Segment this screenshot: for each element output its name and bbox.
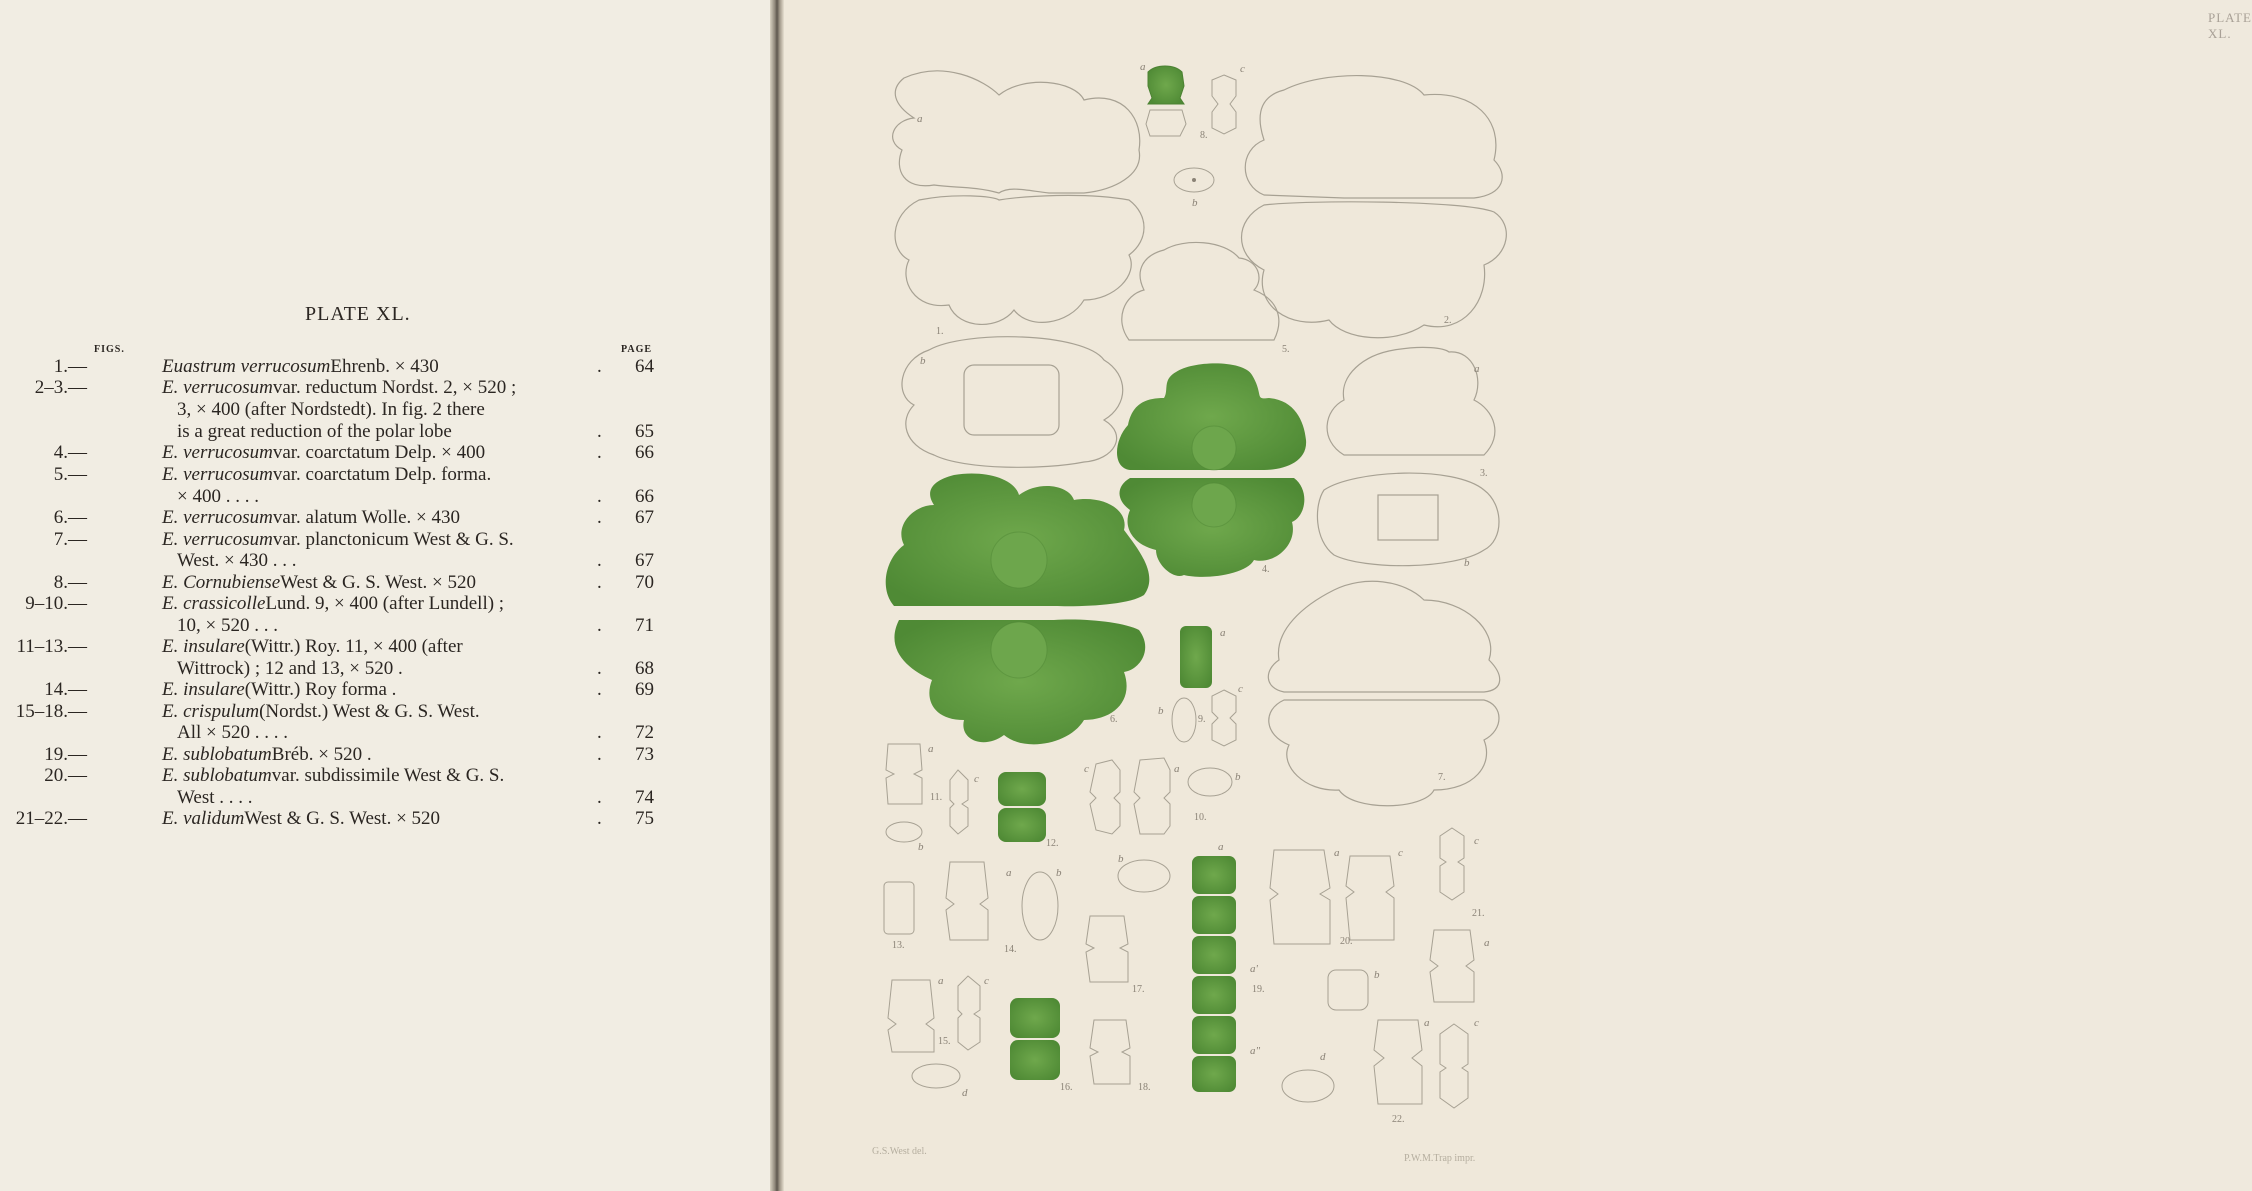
entry-description: var. planctonicum West & G. S. <box>272 529 514 550</box>
fig-10-label-c: c <box>1084 763 1089 775</box>
fig-22-label-d: d <box>1320 1051 1326 1063</box>
leader-dot: . <box>597 615 602 636</box>
fig-label-18: 18. <box>1138 1082 1151 1093</box>
index-entry <box>0 722 700 744</box>
fig-9-label-a: a <box>1220 627 1226 639</box>
entry-figure-number: 1.— <box>53 356 87 377</box>
entry-figure-number: 6.— <box>53 507 87 528</box>
fig-label-4: 4. <box>1262 564 1270 575</box>
entry-figure-number: 21–22.— <box>15 808 87 829</box>
fig-label-2: 2. <box>1444 315 1452 326</box>
fig-label-1: 1. <box>936 326 944 337</box>
entry-species-name: E. crassicolle <box>162 593 266 614</box>
fig-15-label-d: d <box>962 1087 968 1099</box>
fig-label-19: 19. <box>1252 984 1265 995</box>
index-entry <box>0 442 700 464</box>
entry-page-number: 74 <box>635 787 654 808</box>
fig-19-side-view <box>1118 860 1170 892</box>
entry-page-number: 66 <box>635 442 654 463</box>
fig-label-5: 5. <box>1282 344 1290 355</box>
leader-dot: . <box>597 442 602 463</box>
index-entry <box>0 636 700 658</box>
fig-1-label-a: a <box>917 113 923 125</box>
leader-dot: . <box>597 421 602 442</box>
figure-2 <box>1242 76 1507 338</box>
fig-label-16: 16. <box>1060 1082 1073 1093</box>
entry-description: (Wittr.) Roy. 11, × 400 (after <box>244 636 463 657</box>
index-entry <box>0 658 700 680</box>
leader-dot: . <box>597 572 602 593</box>
entry-figure-number: 20.— <box>44 765 87 786</box>
index-entry <box>0 679 700 701</box>
fig-label-7: 7. <box>1438 772 1446 783</box>
fig-19-label-a-prime: a' <box>1250 963 1258 975</box>
index-entry <box>0 486 700 508</box>
plate-illustration <box>784 0 1580 1191</box>
fig-11-label-a: a <box>928 743 934 755</box>
page-column-header: PAGE <box>621 344 653 355</box>
entry-figure-number: 9–10.— <box>25 593 87 614</box>
entry-page-number: 72 <box>635 722 654 743</box>
figure-1b <box>902 337 1123 468</box>
entry-continuation: Wittrock) ; 12 and 13, × 520 . <box>177 658 403 679</box>
entry-species-name: E. validum <box>162 808 245 829</box>
fig-label-20: 20. <box>1340 936 1353 947</box>
entry-page-number: 64 <box>635 356 654 377</box>
entry-page-number: 69 <box>635 679 654 700</box>
entry-page-number: 68 <box>635 658 654 679</box>
fig-label-22: 22. <box>1392 1114 1405 1125</box>
entry-description: var. alatum Wolle. × 430 <box>272 507 461 528</box>
plate-header: PLATE XL. <box>2208 10 2252 41</box>
index-entry <box>0 356 700 378</box>
fig-11-label-b: b <box>918 841 924 853</box>
figure-14 <box>946 862 1058 940</box>
entry-species-name: E. verrucosum <box>162 507 273 528</box>
figure-10 <box>1090 758 1232 834</box>
fig-label-12: 12. <box>1046 838 1059 849</box>
fig-11-label-c: c <box>974 773 979 785</box>
fig-label-8: 8. <box>1200 130 1208 141</box>
fig-label-3: 3. <box>1480 468 1488 479</box>
fig-10-label-b: b <box>1235 771 1241 783</box>
fig-label-17: 17. <box>1132 984 1145 995</box>
fig-20-label-a: a <box>1334 847 1340 859</box>
fig-label-6: 6. <box>1110 714 1118 725</box>
fig-9-label-c: c <box>1238 683 1243 695</box>
index-entry <box>0 377 700 399</box>
entry-figure-number: 5.— <box>53 464 87 485</box>
fig-label-15: 15. <box>938 1036 951 1047</box>
index-entry <box>0 529 700 551</box>
entry-description: (Wittr.) Roy forma . <box>244 679 397 700</box>
entry-species-name: Euastrum verrucosum <box>162 356 331 377</box>
figure-9 <box>1172 626 1236 746</box>
leader-dot: . <box>597 679 602 700</box>
entry-species-name: E. sublobatum <box>162 744 272 765</box>
entry-species-name: E. verrucosum <box>162 464 273 485</box>
fig-8-label-b: b <box>1192 197 1198 209</box>
figure-4 <box>1117 363 1306 577</box>
fig-19-label-b: b <box>1118 853 1124 865</box>
entry-continuation: West . . . . <box>177 787 253 808</box>
fig-22-label-a: a <box>1424 1017 1430 1029</box>
entry-description: Bréb. × 520 . <box>271 744 372 765</box>
entry-continuation: is a great reduction of the polar lobe <box>177 421 452 442</box>
figure-17 <box>1086 916 1128 982</box>
entry-figure-number: 4.— <box>53 442 87 463</box>
book-spine <box>770 0 784 1191</box>
index-entry <box>0 507 700 529</box>
entry-species-name: E. verrucosum <box>162 377 273 398</box>
figure-19 <box>1192 856 1236 1092</box>
index-entry <box>0 744 700 766</box>
index-entry <box>0 808 700 830</box>
entry-description: West & G. S. West. × 520 <box>244 808 441 829</box>
fig-label-9: 9. <box>1198 714 1206 725</box>
index-entry <box>0 550 700 572</box>
entry-species-name: E. verrucosum <box>162 442 273 463</box>
entry-continuation: West. × 430 . . . <box>177 550 297 571</box>
entry-species-name: E. sublobatum <box>162 765 272 786</box>
entry-figure-number: 2–3.— <box>34 377 87 398</box>
index-entry <box>0 572 700 594</box>
fig-19-label-a: a <box>1218 841 1224 853</box>
entry-figure-number: 14.— <box>44 679 87 700</box>
fig-21-label-a: a <box>1484 937 1490 949</box>
fig-3-label-b: b <box>1464 557 1470 569</box>
index-entry <box>0 421 700 443</box>
figure-1 <box>893 71 1144 325</box>
index-entry <box>0 765 700 787</box>
fig-9-label-b: b <box>1158 705 1164 717</box>
entry-page-number: 67 <box>635 550 654 571</box>
leader-dot: . <box>597 722 602 743</box>
entry-species-name: E. insulare <box>162 679 245 700</box>
figure-20 <box>1270 850 1394 1010</box>
entry-page-number: 67 <box>635 507 654 528</box>
leader-dot: . <box>597 744 602 765</box>
fig-10-label-a: a <box>1174 763 1180 775</box>
artist-credit: G.S.West del. <box>872 1146 927 1157</box>
entry-page-number: 70 <box>635 572 654 593</box>
figure-18 <box>1090 1020 1130 1084</box>
figure-15 <box>888 976 980 1088</box>
entry-description: var. subdissimile West & G. S. <box>271 765 505 786</box>
entry-continuation: × 400 . . . . <box>177 486 259 507</box>
figure-21 <box>1430 828 1474 1002</box>
entry-description: var. reductum Nordst. 2, × 520 ; <box>272 377 517 398</box>
entry-continuation: All × 520 . . . . <box>177 722 288 743</box>
entry-page-number: 66 <box>635 486 654 507</box>
entry-page-number: 65 <box>635 421 654 442</box>
fig-15-label-c: c <box>984 975 989 987</box>
figure-22 <box>1282 1020 1468 1108</box>
fig-14-label-b: b <box>1056 867 1062 879</box>
entry-figure-number: 19.— <box>44 744 87 765</box>
index-entry <box>0 593 700 615</box>
index-entry <box>0 615 700 637</box>
entry-species-name: E. crispulum <box>162 701 260 722</box>
entry-description: var. coarctatum Delp. forma. <box>272 464 492 485</box>
figure-6 <box>886 474 1150 745</box>
fig-19-label-a-dbl: a" <box>1250 1045 1261 1057</box>
entry-figure-number: 7.— <box>53 529 87 550</box>
fig-20-label-c: c <box>1398 847 1403 859</box>
entry-description: Ehrenb. × 430 <box>330 356 439 377</box>
fig-label-10: 10. <box>1194 812 1207 823</box>
entry-species-name: E. Cornubiense <box>162 572 281 593</box>
index-entry <box>0 399 700 421</box>
entry-species-name: E. insulare <box>162 636 245 657</box>
fig-22-label-c: c <box>1474 1017 1479 1029</box>
figure-13 <box>884 882 914 934</box>
figure-3 <box>1317 347 1499 565</box>
fig-label-21: 21. <box>1472 908 1485 919</box>
entry-continuation: 10, × 520 . . . <box>177 615 278 636</box>
fig-8-label-a: a <box>1140 61 1146 73</box>
entry-continuation: 3, × 400 (after Nordstedt). In fig. 2 there <box>177 399 485 420</box>
fig-label-13: 13. <box>892 940 905 951</box>
leader-dot: . <box>597 787 602 808</box>
printer-credit: P.W.M.Trap impr. <box>1404 1153 1476 1164</box>
leader-dot: . <box>597 507 602 528</box>
figure-12 <box>998 772 1046 842</box>
fig-3-label-a: a <box>1474 363 1480 375</box>
fig-label-11: 11. <box>930 792 943 803</box>
fig-8-label-c: c <box>1240 63 1245 75</box>
fig-1b-label: b <box>920 355 926 367</box>
fig-label-14: 14. <box>1004 944 1017 955</box>
index-entry <box>0 701 700 723</box>
index-entry <box>0 464 700 486</box>
figure-8 <box>1146 66 1236 192</box>
left-page <box>0 0 775 1191</box>
entry-page-number: 73 <box>635 744 654 765</box>
figs-column-header: FIGS. <box>94 344 125 355</box>
fig-20-label-b: b <box>1374 969 1380 981</box>
entry-figure-number: 15–18.— <box>15 701 87 722</box>
leader-dot: . <box>597 808 602 829</box>
index-entry <box>0 787 700 809</box>
entry-page-number: 71 <box>635 615 654 636</box>
entry-species-name: E. verrucosum <box>162 529 273 550</box>
entry-description: Lund. 9, × 400 (after Lundell) ; <box>265 593 505 614</box>
entry-figure-number: 11–13.— <box>16 636 87 657</box>
entry-figure-number: 8.— <box>53 572 87 593</box>
leader-dot: . <box>597 658 602 679</box>
plate-title: PLATE XL. <box>305 303 411 325</box>
leader-dot: . <box>597 550 602 571</box>
entry-description: West & G. S. West. × 520 <box>280 572 476 593</box>
fig-14-label-a: a <box>1006 867 1012 879</box>
fig-21-label-c: c <box>1474 835 1479 847</box>
figure-5 <box>1122 242 1279 340</box>
figure-11 <box>886 744 968 842</box>
entry-description: (Nordst.) West & G. S. West. <box>259 701 480 722</box>
leader-dot: . <box>597 486 602 507</box>
fig-15-label-a: a <box>938 975 944 987</box>
entry-description: var. coarctatum Delp. × 400 <box>272 442 486 463</box>
entry-page-number: 75 <box>635 808 654 829</box>
figure-7 <box>1268 581 1499 805</box>
leader-dot: . <box>597 356 602 377</box>
figure-16 <box>1010 998 1060 1080</box>
